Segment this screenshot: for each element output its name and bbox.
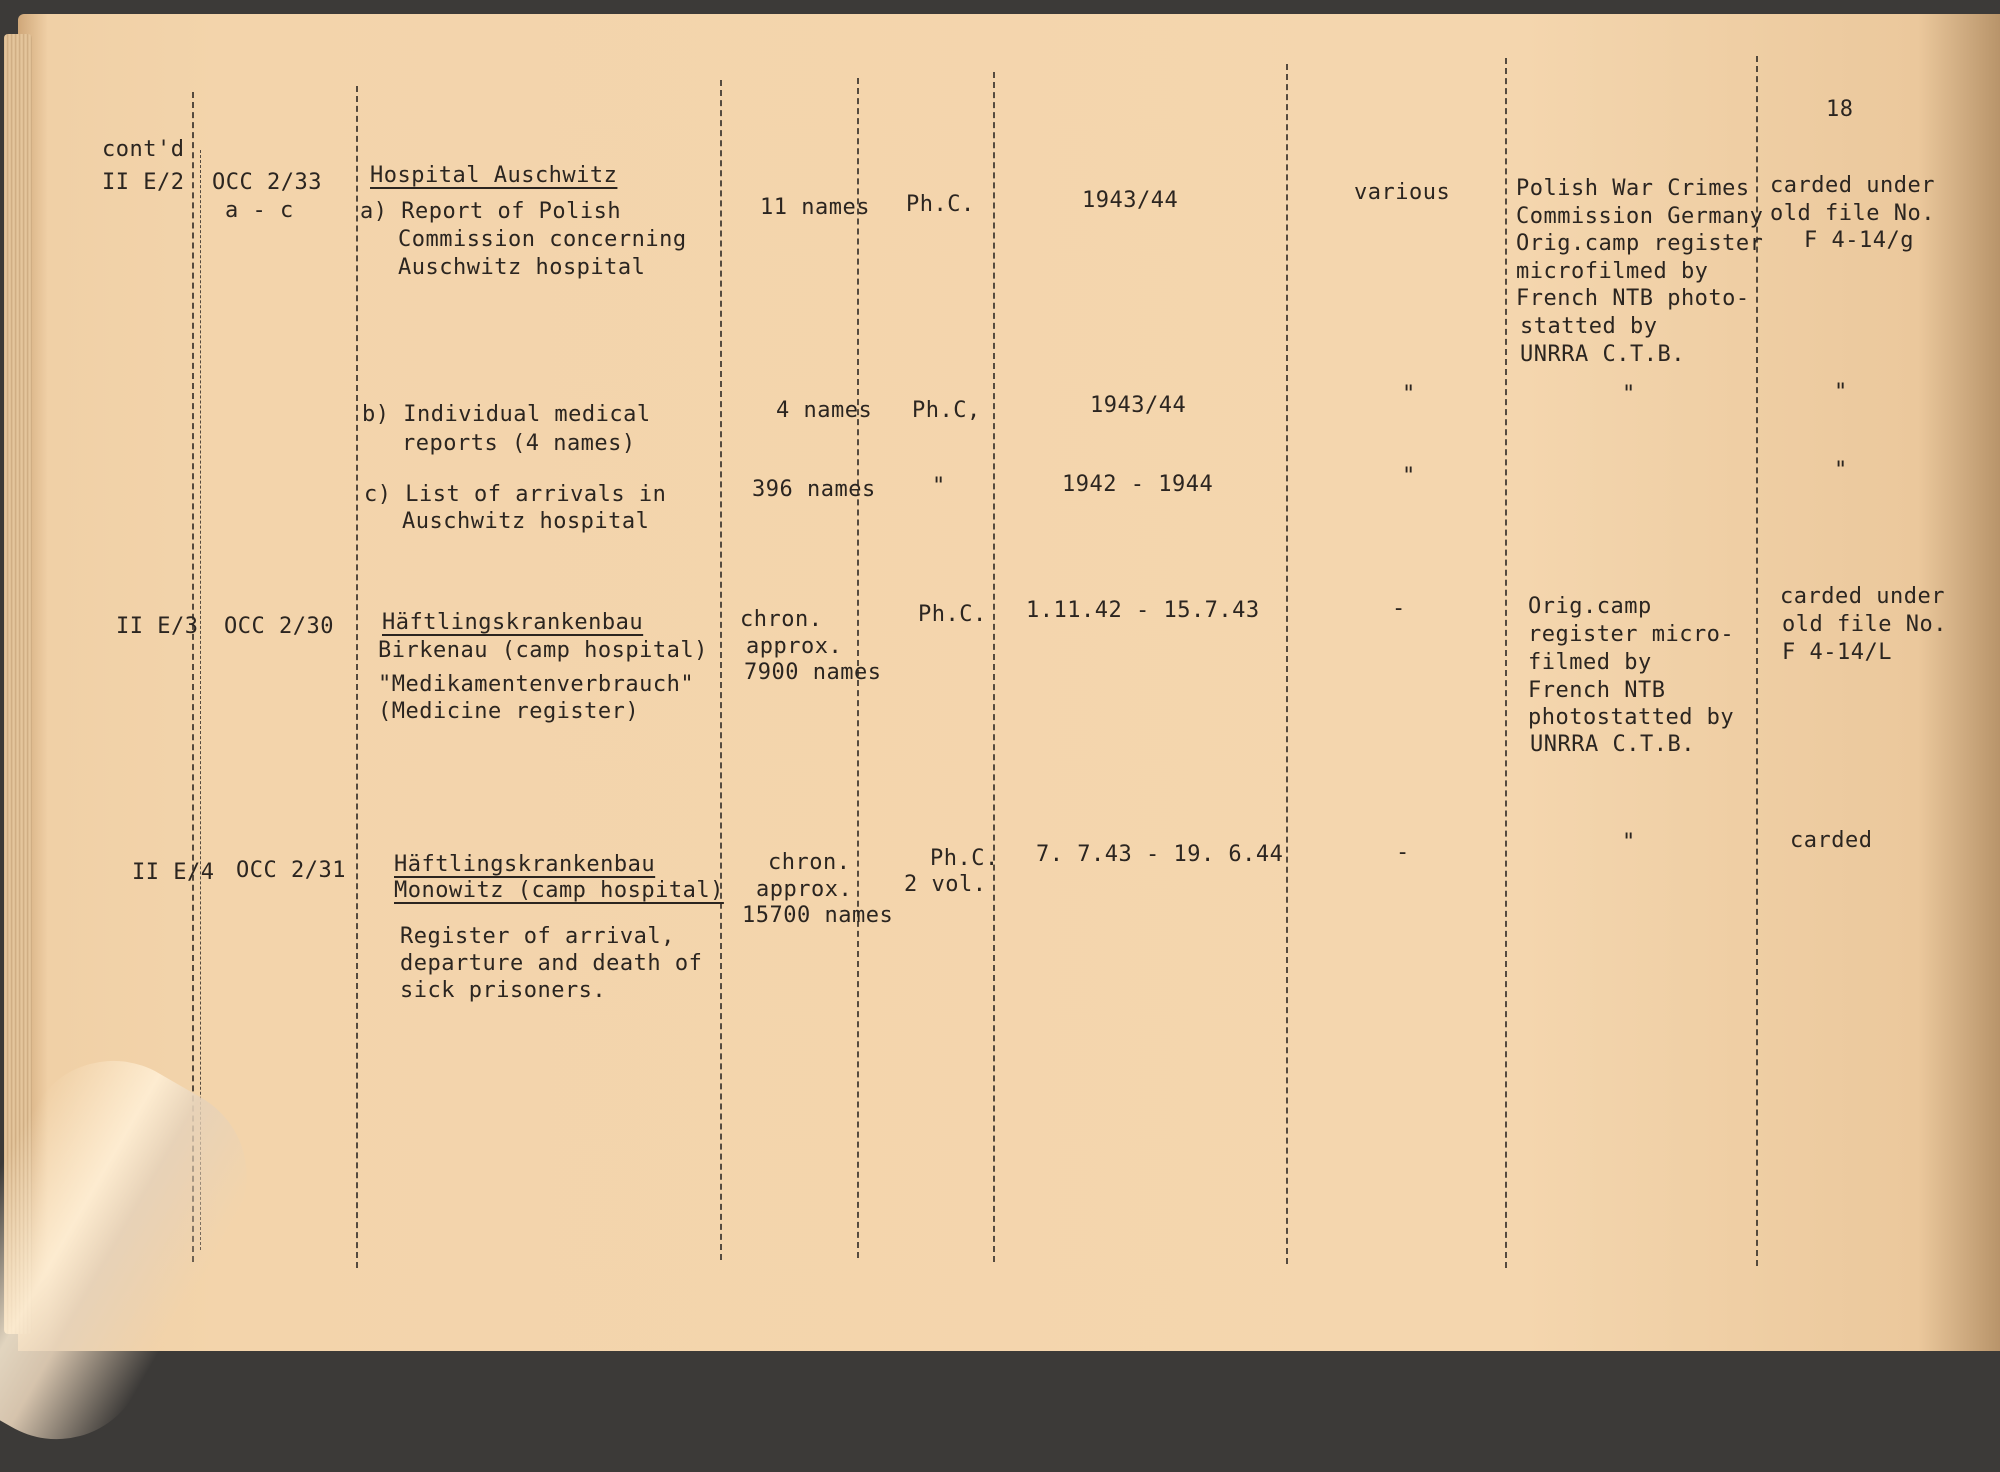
column-rule (720, 80, 722, 1260)
item-dates: 1942 - 1944 (1062, 472, 1214, 497)
carded-line: F 4-14/L (1782, 640, 1892, 665)
entry-ref: II E/4 (132, 860, 215, 885)
entry-type: Ph.C. (930, 846, 999, 871)
remarks-line: Commission Germany (1516, 204, 1764, 229)
entry-description: departure and death of (400, 951, 703, 976)
entry-title: Hospital Auschwitz (370, 163, 618, 188)
entry-dates: 7. 7.43 - 19. 6.44 (1036, 842, 1284, 867)
entry-description: Register of arrival, (400, 924, 675, 949)
item-language: " (1402, 464, 1416, 489)
remarks-line: UNRRA C.T.B. (1520, 342, 1685, 367)
item-dates: 1943/44 (1082, 188, 1179, 213)
remarks-line: French NTB photo- (1516, 286, 1750, 311)
remarks-line: Polish War Crimes (1516, 176, 1750, 201)
file-number: OCC 2/31 (236, 858, 346, 883)
file-subrange: a - c (225, 198, 294, 223)
entry-names: approx. (756, 877, 853, 902)
entry-names: chron. (768, 850, 851, 875)
item-description: Commission concerning (398, 227, 687, 252)
entry-type: 2 vol. (904, 872, 987, 897)
continued-note: cont'd (102, 137, 185, 162)
item-language: various (1354, 180, 1451, 205)
entry-description: (Medicine register) (378, 699, 640, 724)
entry-carded: carded (1790, 828, 1873, 853)
carded-line: F 4-14/g (1804, 228, 1914, 253)
item-names: 396 names (752, 477, 876, 502)
item-names: 11 names (760, 195, 870, 220)
entry-type: Ph.C. (918, 602, 987, 627)
entry-description: Monowitz (camp hospital) (394, 878, 724, 903)
item-dates: 1943/44 (1090, 393, 1187, 418)
item-language: " (1402, 382, 1416, 407)
file-number: OCC 2/30 (224, 614, 334, 639)
entry-ref: II E/2 (102, 170, 185, 195)
page-number: 18 (1826, 97, 1854, 122)
item-carded: " (1834, 380, 1848, 405)
entry-description: "Medikamentenverbrauch" (378, 672, 695, 697)
carded-line: carded under (1770, 173, 1935, 198)
item-description: a) Report of Polish (360, 199, 622, 224)
column-rule (356, 86, 358, 1268)
entry-description: Häftlingskrankenbau (394, 852, 656, 877)
carded-line: old file No. (1782, 612, 1947, 637)
item-description: b) Individual medical (362, 402, 651, 427)
remarks-line: microfilmed by (1516, 259, 1709, 284)
item-description: Auschwitz hospital (402, 509, 650, 534)
entry-description: Häftlingskrankenbau (382, 610, 644, 635)
remarks-line: UNRRA C.T.B. (1530, 732, 1695, 757)
column-rule (1286, 64, 1288, 1264)
entry-description: sick prisoners. (400, 978, 607, 1003)
item-type: Ph.C. (906, 192, 975, 217)
entry-remarks: " (1622, 830, 1636, 855)
column-rule (1505, 58, 1507, 1268)
entry-language: - (1392, 596, 1406, 621)
entry-names: 7900 names (744, 660, 882, 685)
entry-names: 15700 names (742, 903, 894, 928)
entry-dates: 1.11.42 - 15.7.43 (1026, 598, 1260, 623)
entry-language: - (1396, 840, 1410, 865)
column-rule (192, 92, 194, 1262)
entry-ref: II E/3 (116, 614, 199, 639)
file-number: OCC 2/33 (212, 170, 322, 195)
item-type: Ph.C, (912, 398, 981, 423)
entry-names: approx. (746, 634, 843, 659)
remarks-line: statted by (1520, 314, 1658, 339)
item-carded: " (1834, 458, 1848, 483)
column-rule (200, 150, 201, 1250)
item-remarks: " (1622, 382, 1636, 407)
item-description: c) List of arrivals in (364, 482, 667, 507)
entry-names: chron. (740, 607, 823, 632)
column-rule (993, 72, 995, 1262)
remarks-line: French NTB (1528, 678, 1666, 703)
item-names: 4 names (776, 398, 873, 423)
entry-description: Birkenau (camp hospital) (378, 638, 708, 663)
item-description: Auschwitz hospital (398, 255, 646, 280)
remarks-line: filmed by (1528, 650, 1652, 675)
remarks-line: photostatted by (1528, 705, 1735, 730)
carded-line: old file No. (1770, 201, 1935, 226)
item-type: " (932, 474, 946, 499)
carded-line: carded under (1780, 584, 1945, 609)
item-description: reports (4 names) (402, 431, 636, 456)
remarks-line: register micro- (1528, 622, 1735, 647)
remarks-line: Orig.camp (1528, 594, 1652, 619)
remarks-line: Orig.camp register (1516, 231, 1764, 256)
